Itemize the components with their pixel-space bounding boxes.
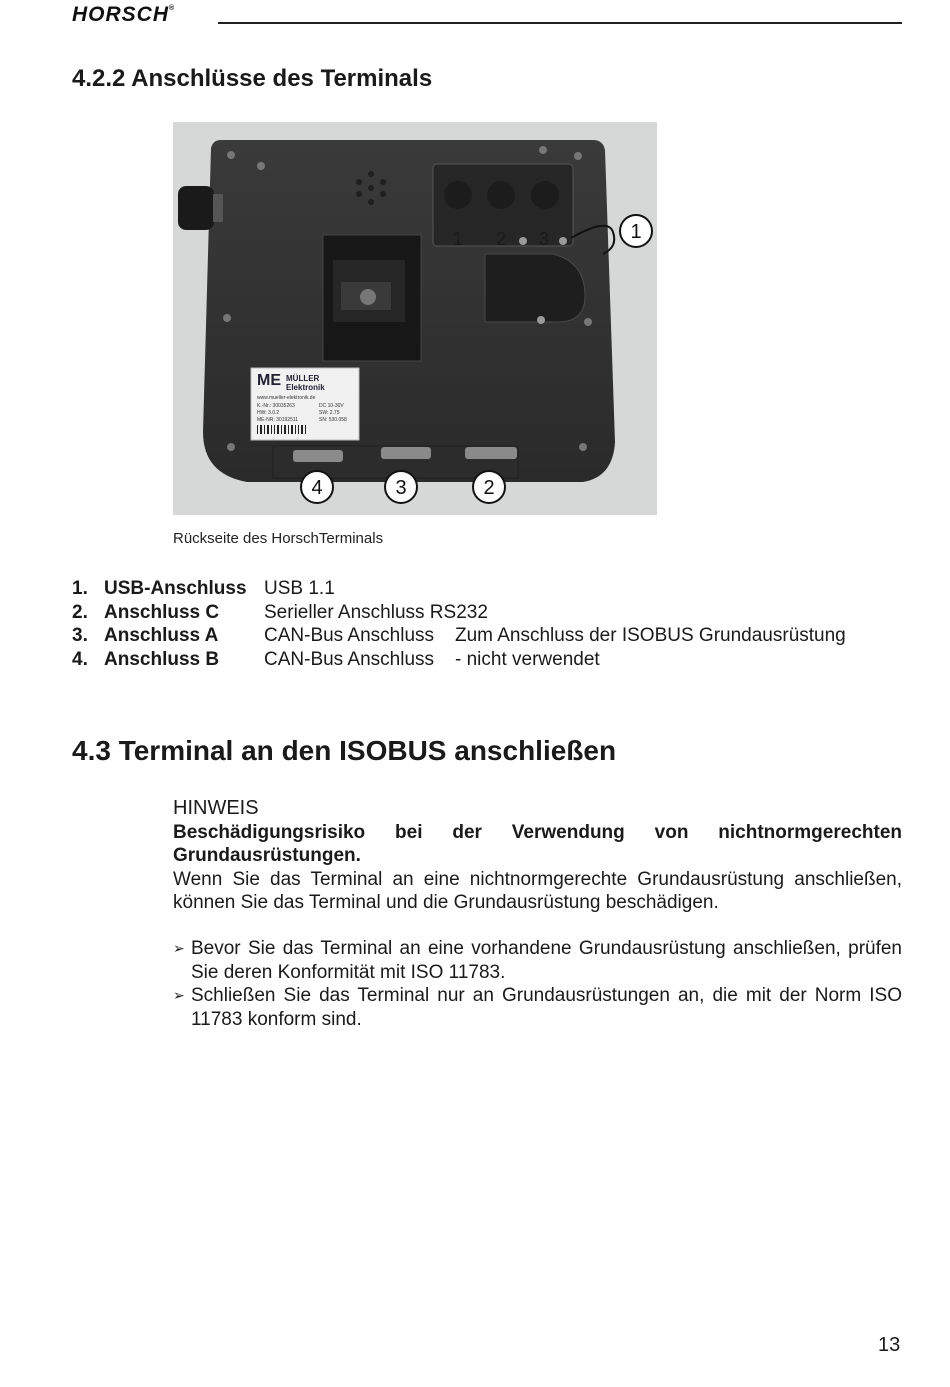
connection-note: - nicht verwendet — [455, 648, 600, 670]
callout-3 — [385, 471, 417, 503]
port-number: 1 — [453, 229, 464, 249]
svg-text:4: 4 — [311, 477, 323, 499]
notice-warning: Beschädigungsrisiko bei der Verwendung von nichtnormgerechten Grundausrüstungen. — [173, 821, 902, 866]
item-number: 3. — [72, 625, 88, 646]
label-text: SN: 530.058 — [319, 417, 347, 423]
connection-name: Anschluss A — [104, 625, 219, 646]
terminal-rear-photo — [173, 122, 657, 515]
instruction-step — [173, 937, 902, 984]
callout-1 — [620, 215, 652, 247]
label-brand-top: MÜLLER — [286, 374, 320, 383]
notice-body: Wenn Sie das Terminal an eine nichtnormgerechte Grundausrüstung anschließen, können Sie das Terminal und die Grundausrüstung beschädigen. — [173, 868, 902, 913]
step-text: Schließen Sie das Terminal nur an Grundausrüstungen an, die mit der Norm ISO 11783 konform sind. — [191, 985, 902, 1030]
notice-box — [173, 797, 902, 915]
label-text: SW: 2.75 — [319, 410, 340, 416]
instruction-list — [173, 937, 902, 1031]
connection-type: CAN-Bus Anschluss — [264, 625, 435, 646]
label-text: DC 10-30V — [319, 403, 344, 409]
section-title-ports: 4.2.2 Anschlüsse des Terminals — [72, 65, 433, 92]
callout-4 — [301, 471, 333, 503]
label-text: ME-NR: 30192511 — [257, 417, 299, 423]
page-number: 13 — [878, 1334, 901, 1356]
horsch-logo: HORSCH® — [72, 3, 176, 26]
instruction-step — [173, 984, 902, 1031]
port-number: 2 — [496, 229, 507, 249]
notice-title: HINWEIS — [173, 797, 259, 819]
connection-name: Anschluss B — [104, 648, 220, 670]
callout-2 — [473, 471, 505, 503]
section-title-isobus: 4.3 Terminal an den ISOBUS anschließen — [72, 735, 617, 766]
connection-note: Zum Anschluss der ISOBUS Grundausrüstung — [455, 625, 846, 646]
label-brand-bottom: Elektronik — [286, 383, 325, 392]
figure-caption: Rückseite des HorschTerminals — [173, 530, 384, 547]
arrow-bullet-icon: ➢ — [173, 940, 185, 956]
svg-text:2: 2 — [483, 477, 495, 499]
connection-name: Anschluss C — [104, 601, 220, 623]
header-rule — [218, 22, 902, 24]
item-number: 1. — [72, 578, 88, 599]
port-number: 3 — [539, 229, 550, 249]
connection-type: Serieller Anschluss RS232 — [264, 601, 488, 623]
connection-type: CAN-Bus Anschluss — [264, 648, 435, 670]
label-url: www.mueller-elektronik.de — [257, 395, 316, 401]
label-text: K.-Nr.: 30035263 — [257, 403, 295, 409]
arrow-bullet-icon: ➢ — [173, 987, 185, 1003]
connection-name: USB-Anschluss — [104, 578, 247, 599]
connection-type: USB 1.1 — [264, 578, 335, 599]
step-text: Bevor Sie das Terminal an eine vorhandene Grundausrüstung anschließen, prüfen Sie deren Konformität mit ISO 11783. — [191, 938, 902, 983]
item-number: 4. — [72, 648, 88, 670]
label-logo: ME — [257, 372, 281, 389]
label-text: HW: 3.0.2 — [257, 410, 280, 416]
svg-text:3: 3 — [395, 477, 407, 499]
svg-text:1: 1 — [630, 221, 642, 243]
item-number: 2. — [72, 601, 88, 623]
